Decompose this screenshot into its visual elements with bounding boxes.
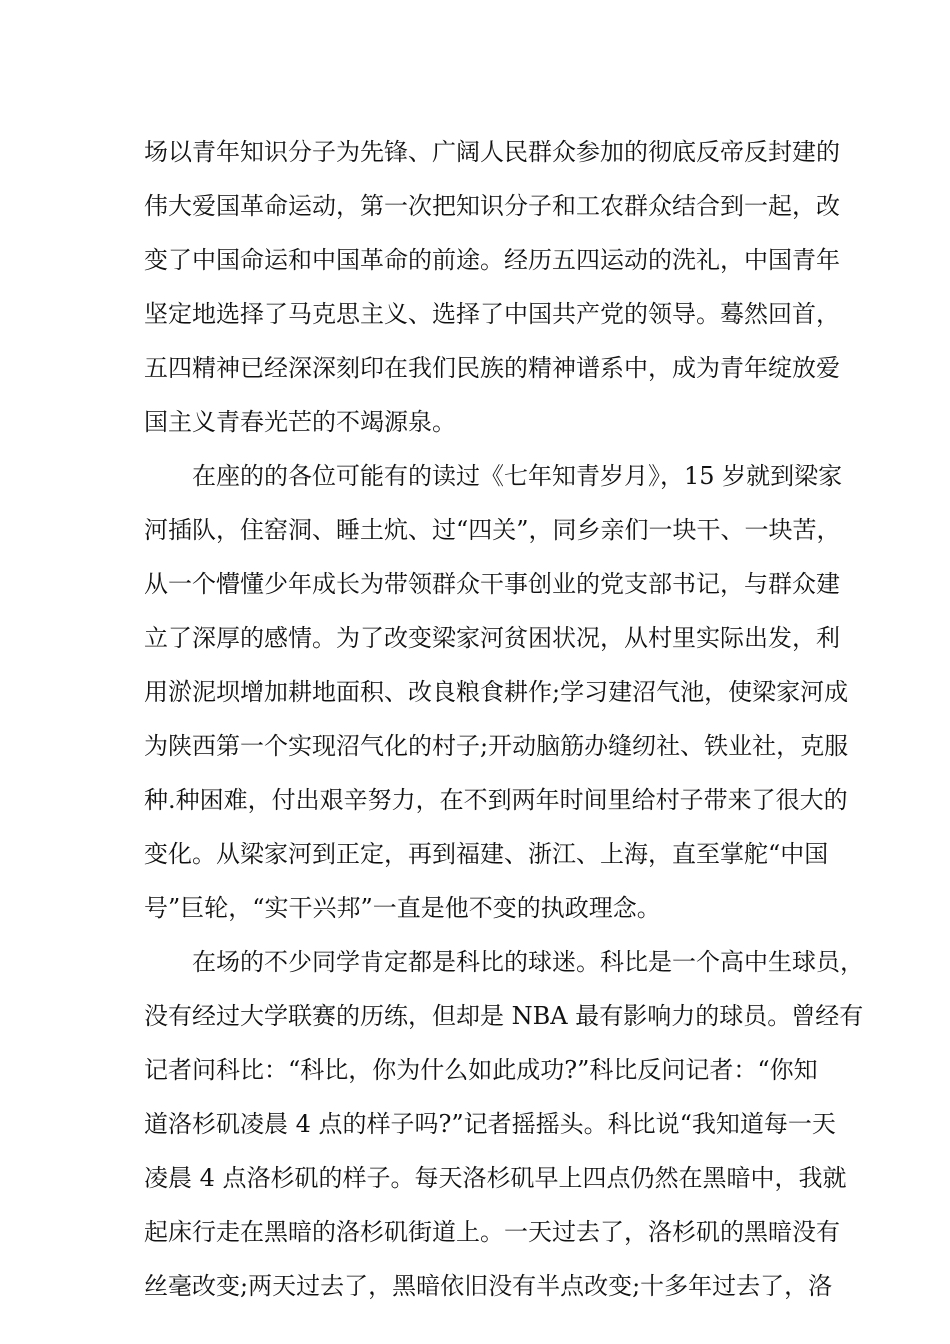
text-line: 丝毫改变;两天过去了，黑暗依旧没有半点改变;十多年过去了，洛	[144, 1272, 833, 1300]
text-line: 国主义青春光芒的不竭源泉。	[144, 408, 456, 436]
text-line: 为陕西第一个实现沼气化的村子;开动脑筋办缝纫社、铁业社，克服	[144, 732, 849, 760]
text-line: 记者问科比：“科比，你为什么如此成功?”科比反问记者：“你知	[144, 1056, 818, 1084]
text-line: 场以青年知识分子为先锋、广阔人民群众参加的彻底反帝反封建的	[144, 138, 840, 166]
paragraph-first-line: 在座的的各位可能有的读过《七年知青岁月》，15 岁就到梁家	[192, 462, 843, 490]
text-line: 号”巨轮，“实干兴邦”一直是他不变的执政理念。	[144, 894, 661, 922]
text-line: 用淤泥坝增加耕地面积、改良粮食耕作;学习建沼气池，使梁家河成	[144, 678, 849, 706]
text-line: 立了深厚的感情。为了改变梁家河贫困状况，从村里实际出发，利	[144, 624, 840, 652]
text-line: 变了中国命运和中国革命的前途。经历五四运动的洗礼，中国青年	[144, 246, 840, 274]
text-line: 从一个懵懂少年成长为带领群众干事创业的党支部书记，与群众建	[144, 570, 840, 598]
text-line: 坚定地选择了马克思主义、选择了中国共产党的领导。蓦然回首，	[144, 300, 840, 328]
text-line: 没有经过大学联赛的历练，但却是 NBA 最有影响力的球员。曾经有	[144, 1002, 864, 1030]
text-line: 种.种困难，付出艰辛努力，在不到两年时间里给村子带来了很大的	[144, 786, 848, 814]
paragraph-first-line: 在场的不少同学肯定都是科比的球迷。科比是一个高中生球员，	[192, 948, 864, 976]
text-line: 河插队，住窑洞、睡土炕、过“四关”，同乡亲们一块干、一块苦，	[144, 516, 841, 544]
text-line: 变化。从梁家河到正定，再到福建、浙江、上海，直至掌舵“中国	[144, 840, 829, 868]
text-line: 起床行走在黑暗的洛杉矶街道上。一天过去了，洛杉矶的黑暗没有	[144, 1218, 840, 1246]
text-line: 五四精神已经深深刻印在我们民族的精神谱系中，成为青年绽放爱	[144, 354, 840, 382]
text-line: 伟大爱国革命运动，第一次把知识分子和工农群众结合到一起，改	[144, 192, 840, 220]
text-line: 凌晨 4 点洛杉矶的样子。每天洛杉矶早上四点仍然在黑暗中，我就	[144, 1164, 847, 1192]
text-line: 道洛杉矶凌晨 4 点的样子吗?”记者摇摇头。科比说“我知道每一天	[144, 1110, 836, 1138]
